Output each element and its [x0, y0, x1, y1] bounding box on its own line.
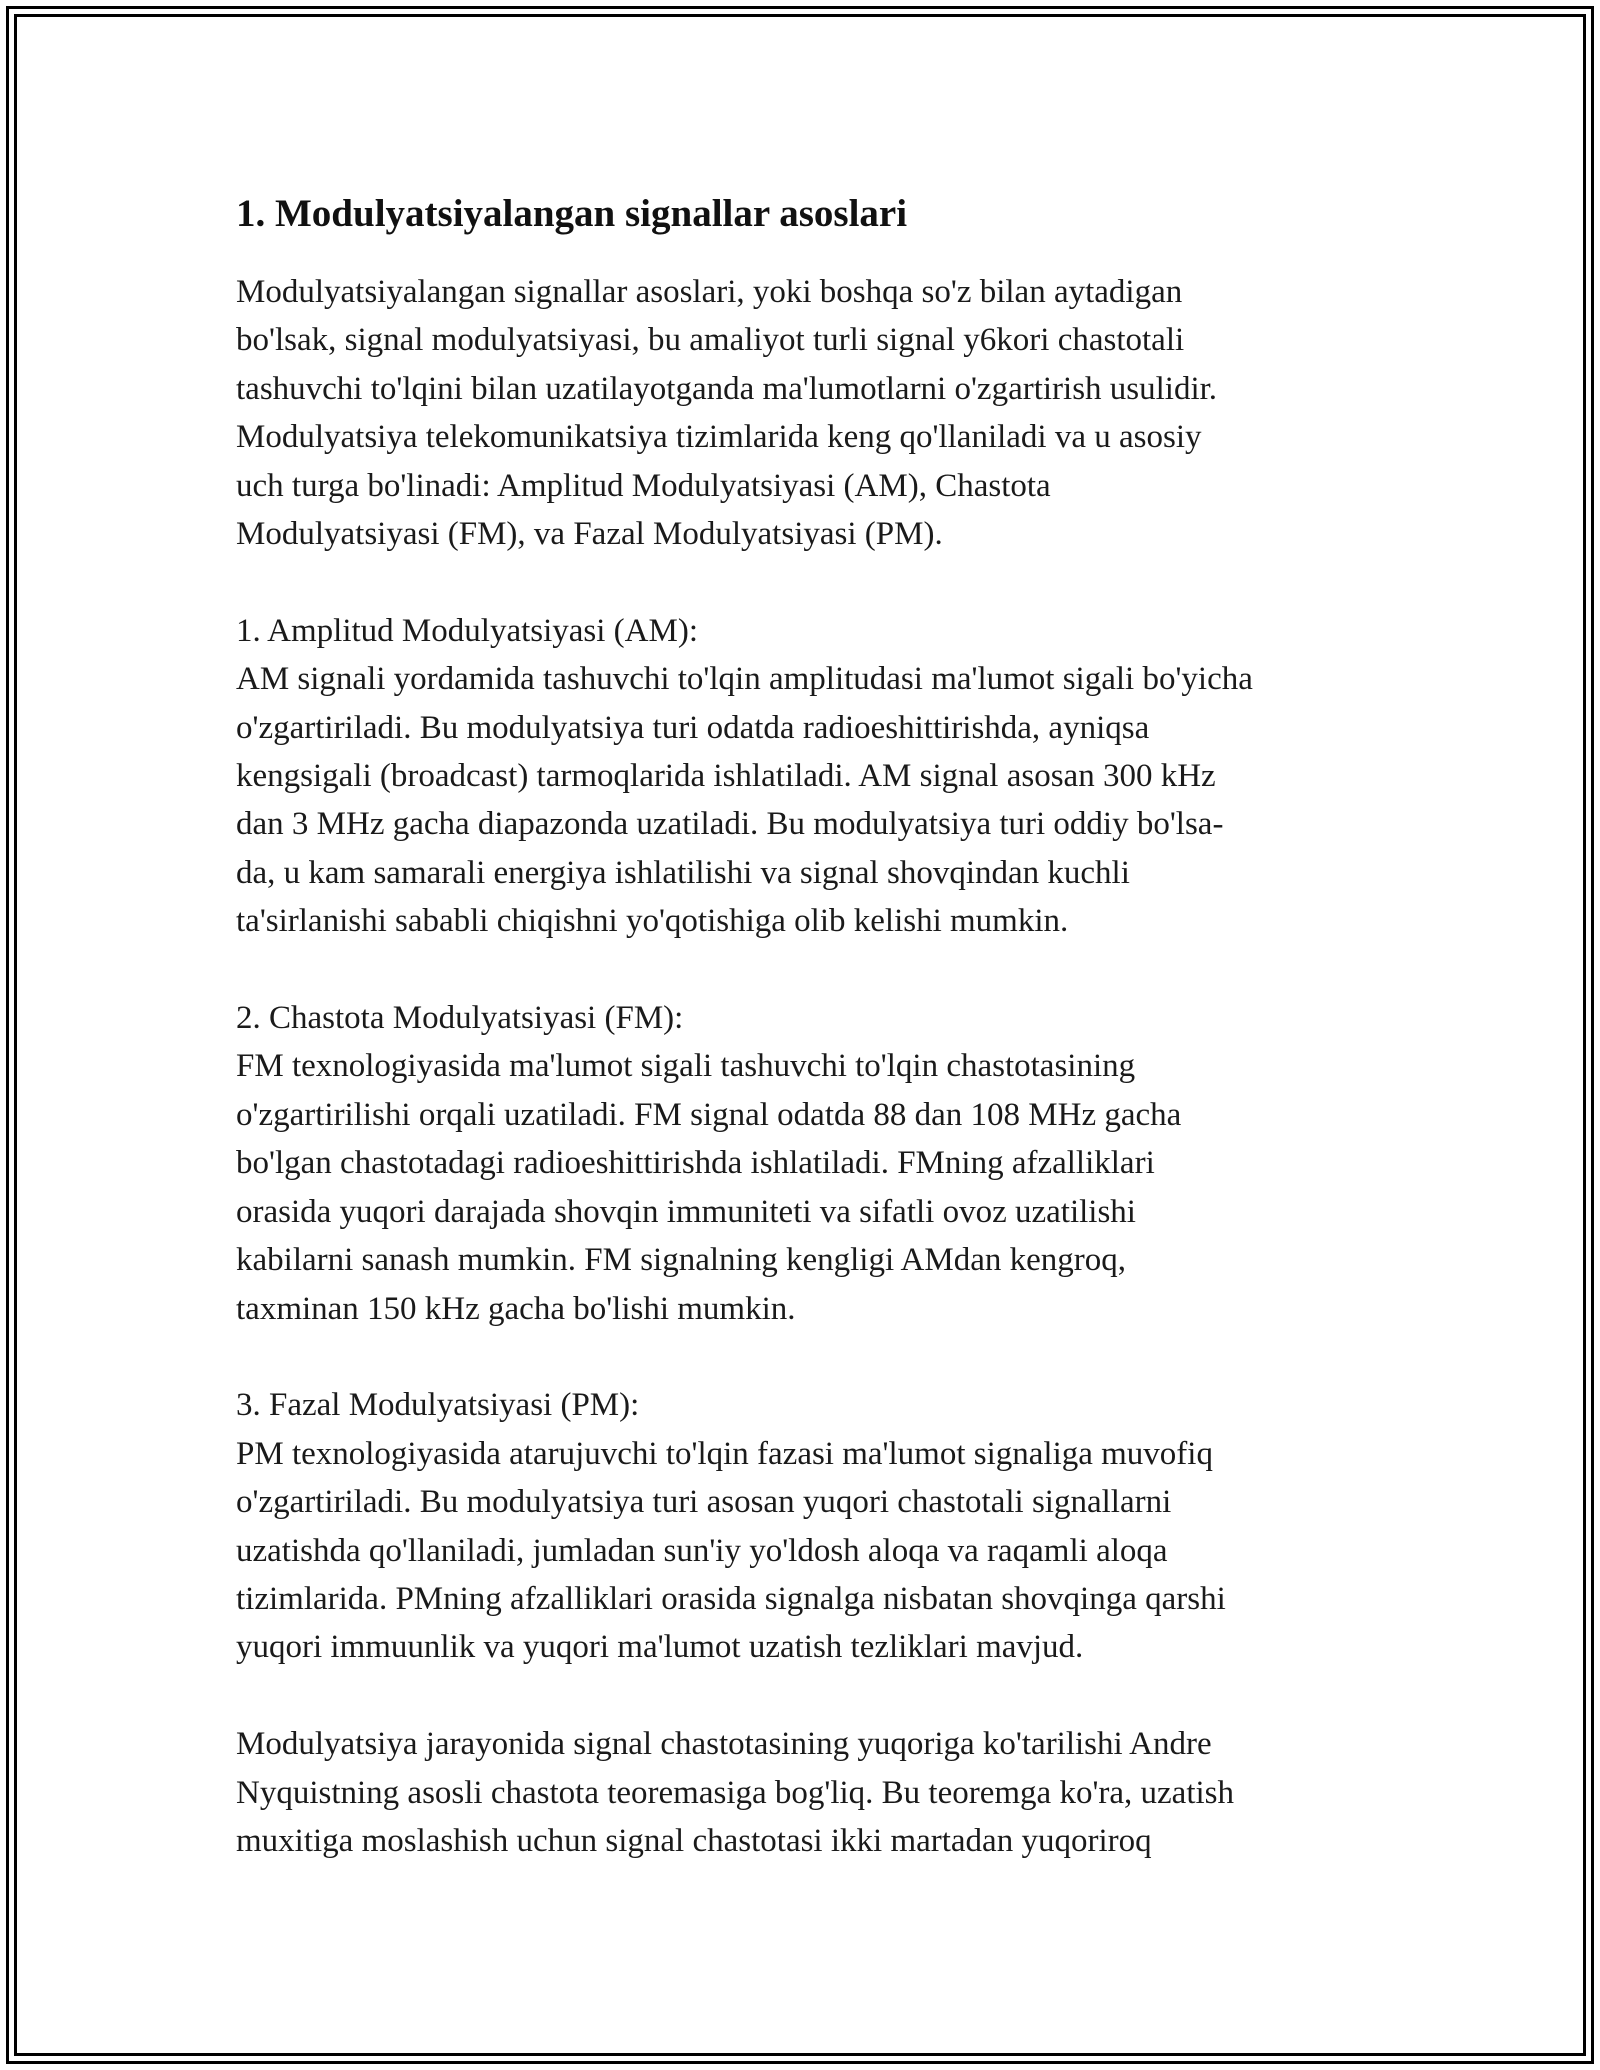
text-line: ta'sirlanishi sababli chiqishni yo'qotishiga olib kelishi mumkin. [236, 903, 1069, 940]
paragraph-gap [236, 1333, 1376, 1381]
paragraph [236, 268, 1376, 558]
paragraph-gap [236, 946, 1376, 994]
text-line: Modulyatsiyasi (FM), va Fazal Modulyatsiyasi (PM). [236, 516, 943, 553]
text-line: dan 3 MHz gacha diapazonda uzatiladi. Bu modulyatsiya turi oddiy bo'lsa- [236, 806, 1224, 843]
text-line: Modulyatsiya telekomunikatsiya tizimlarida keng qo'llaniladi va u asosiy [236, 419, 1202, 456]
text-line: uzatishda qo'llaniladi, jumladan sun'iy yo'ldosh aloqa va raqamli aloqa [236, 1532, 1168, 1569]
text-line: o'zgartirilishi orqali uzatiladi. FM signal odatda 88 dan 108 MHz gacha [236, 1096, 1182, 1133]
paragraph [236, 607, 1376, 946]
text-line: o'zgartiriladi. Bu modulyatsiya turi odatda radioeshittirishda, ayniqsa [236, 709, 1150, 746]
text-line: AM signali yordamida tashuvchi to'lqin amplitudasi ma'lumot sigali bo'yicha [236, 661, 1253, 698]
text-line: yuqori immuunlik va yuqori ma'lumot uzatish tezliklari mavjud. [236, 1629, 1084, 1666]
paragraph [236, 1381, 1376, 1671]
text-line: PM texnologiyasida atarujuvchi to'lqin fazasi ma'lumot signaliga muvofiq [236, 1435, 1213, 1472]
text-line: bo'lgan chastotadagi radioeshittirishda ishlatiladi. FMning afzalliklari [236, 1145, 1155, 1182]
text-line: Nyquistning asosli chastota teoremasiga bog'liq. Bu teoremga ko'ra, uzatish [236, 1774, 1235, 1811]
text-line: orasida yuqori darajada shovqin immuniteti va sifatli ovoz uzatilishi [236, 1193, 1136, 1230]
text-line: 3. Fazal Modulyatsiyasi (PM): [236, 1387, 640, 1424]
paragraph-gap [236, 1672, 1376, 1720]
text-line: o'zgartiriladi. Bu modulyatsiya turi asosan yuqori chastotali signallarni [236, 1484, 1172, 1521]
text-line: FM texnologiyasida ma'lumot sigali tashuvchi to'lqin chastotasining [236, 1048, 1136, 1085]
text-line: Modulyatsiyalangan signallar asoslari, yoki boshqa so'z bilan aytadigan [236, 274, 1183, 310]
paragraph [236, 994, 1376, 1333]
text-line: 2. Chastota Modulyatsiyasi (FM): [236, 1000, 684, 1037]
text-line: kabilarni sanash mumkin. FM signalning kengligi AMdan kengroq, [236, 1242, 1127, 1279]
text-line: taxminan 150 kHz gacha bo'lishi mumkin. [236, 1290, 796, 1327]
paragraph-container [236, 268, 1376, 1865]
text-line: uch turga bo'linadi: Amplitud Modulyatsiyasi (AM), Chastota [236, 467, 1051, 504]
text-line: da, u kam samarali energiya ishlatilishi va signal shovqindan kuchli [236, 854, 1130, 891]
document-body [236, 188, 1376, 1865]
text-line: tashuvchi to'lqini bilan uzatilayotganda ma'lumotlarni o'zgartirish usulidir. [236, 370, 1218, 407]
text-line: muxitiga moslashish uchun signal chastotasi ikki martadan yuqoriroq [236, 1822, 1152, 1859]
text-line: Modulyatsiya jarayonida signal chastotasining yuqoriga ko'tarilishi Andre [236, 1726, 1212, 1763]
text-line: 1. Amplitud Modulyatsiyasi (AM): [236, 612, 698, 649]
text-line: bo'lsak, signal modulyatsiyasi, bu amaliyot turli signal y6kori chastotali [236, 322, 1185, 359]
text-line: tizimlarida. PMning afzalliklari orasida signalga nisbatan shovqinga qarshi [236, 1580, 1226, 1617]
section-heading: 1. Modulyatsiyalangan signallar asoslari [236, 192, 908, 235]
paragraph-gap [236, 558, 1376, 606]
text-line: kengsigali (broadcast) tarmoqlarida ishlatiladi. AM signal asosan 300 kHz [236, 758, 1216, 795]
paragraph [236, 1720, 1376, 1865]
